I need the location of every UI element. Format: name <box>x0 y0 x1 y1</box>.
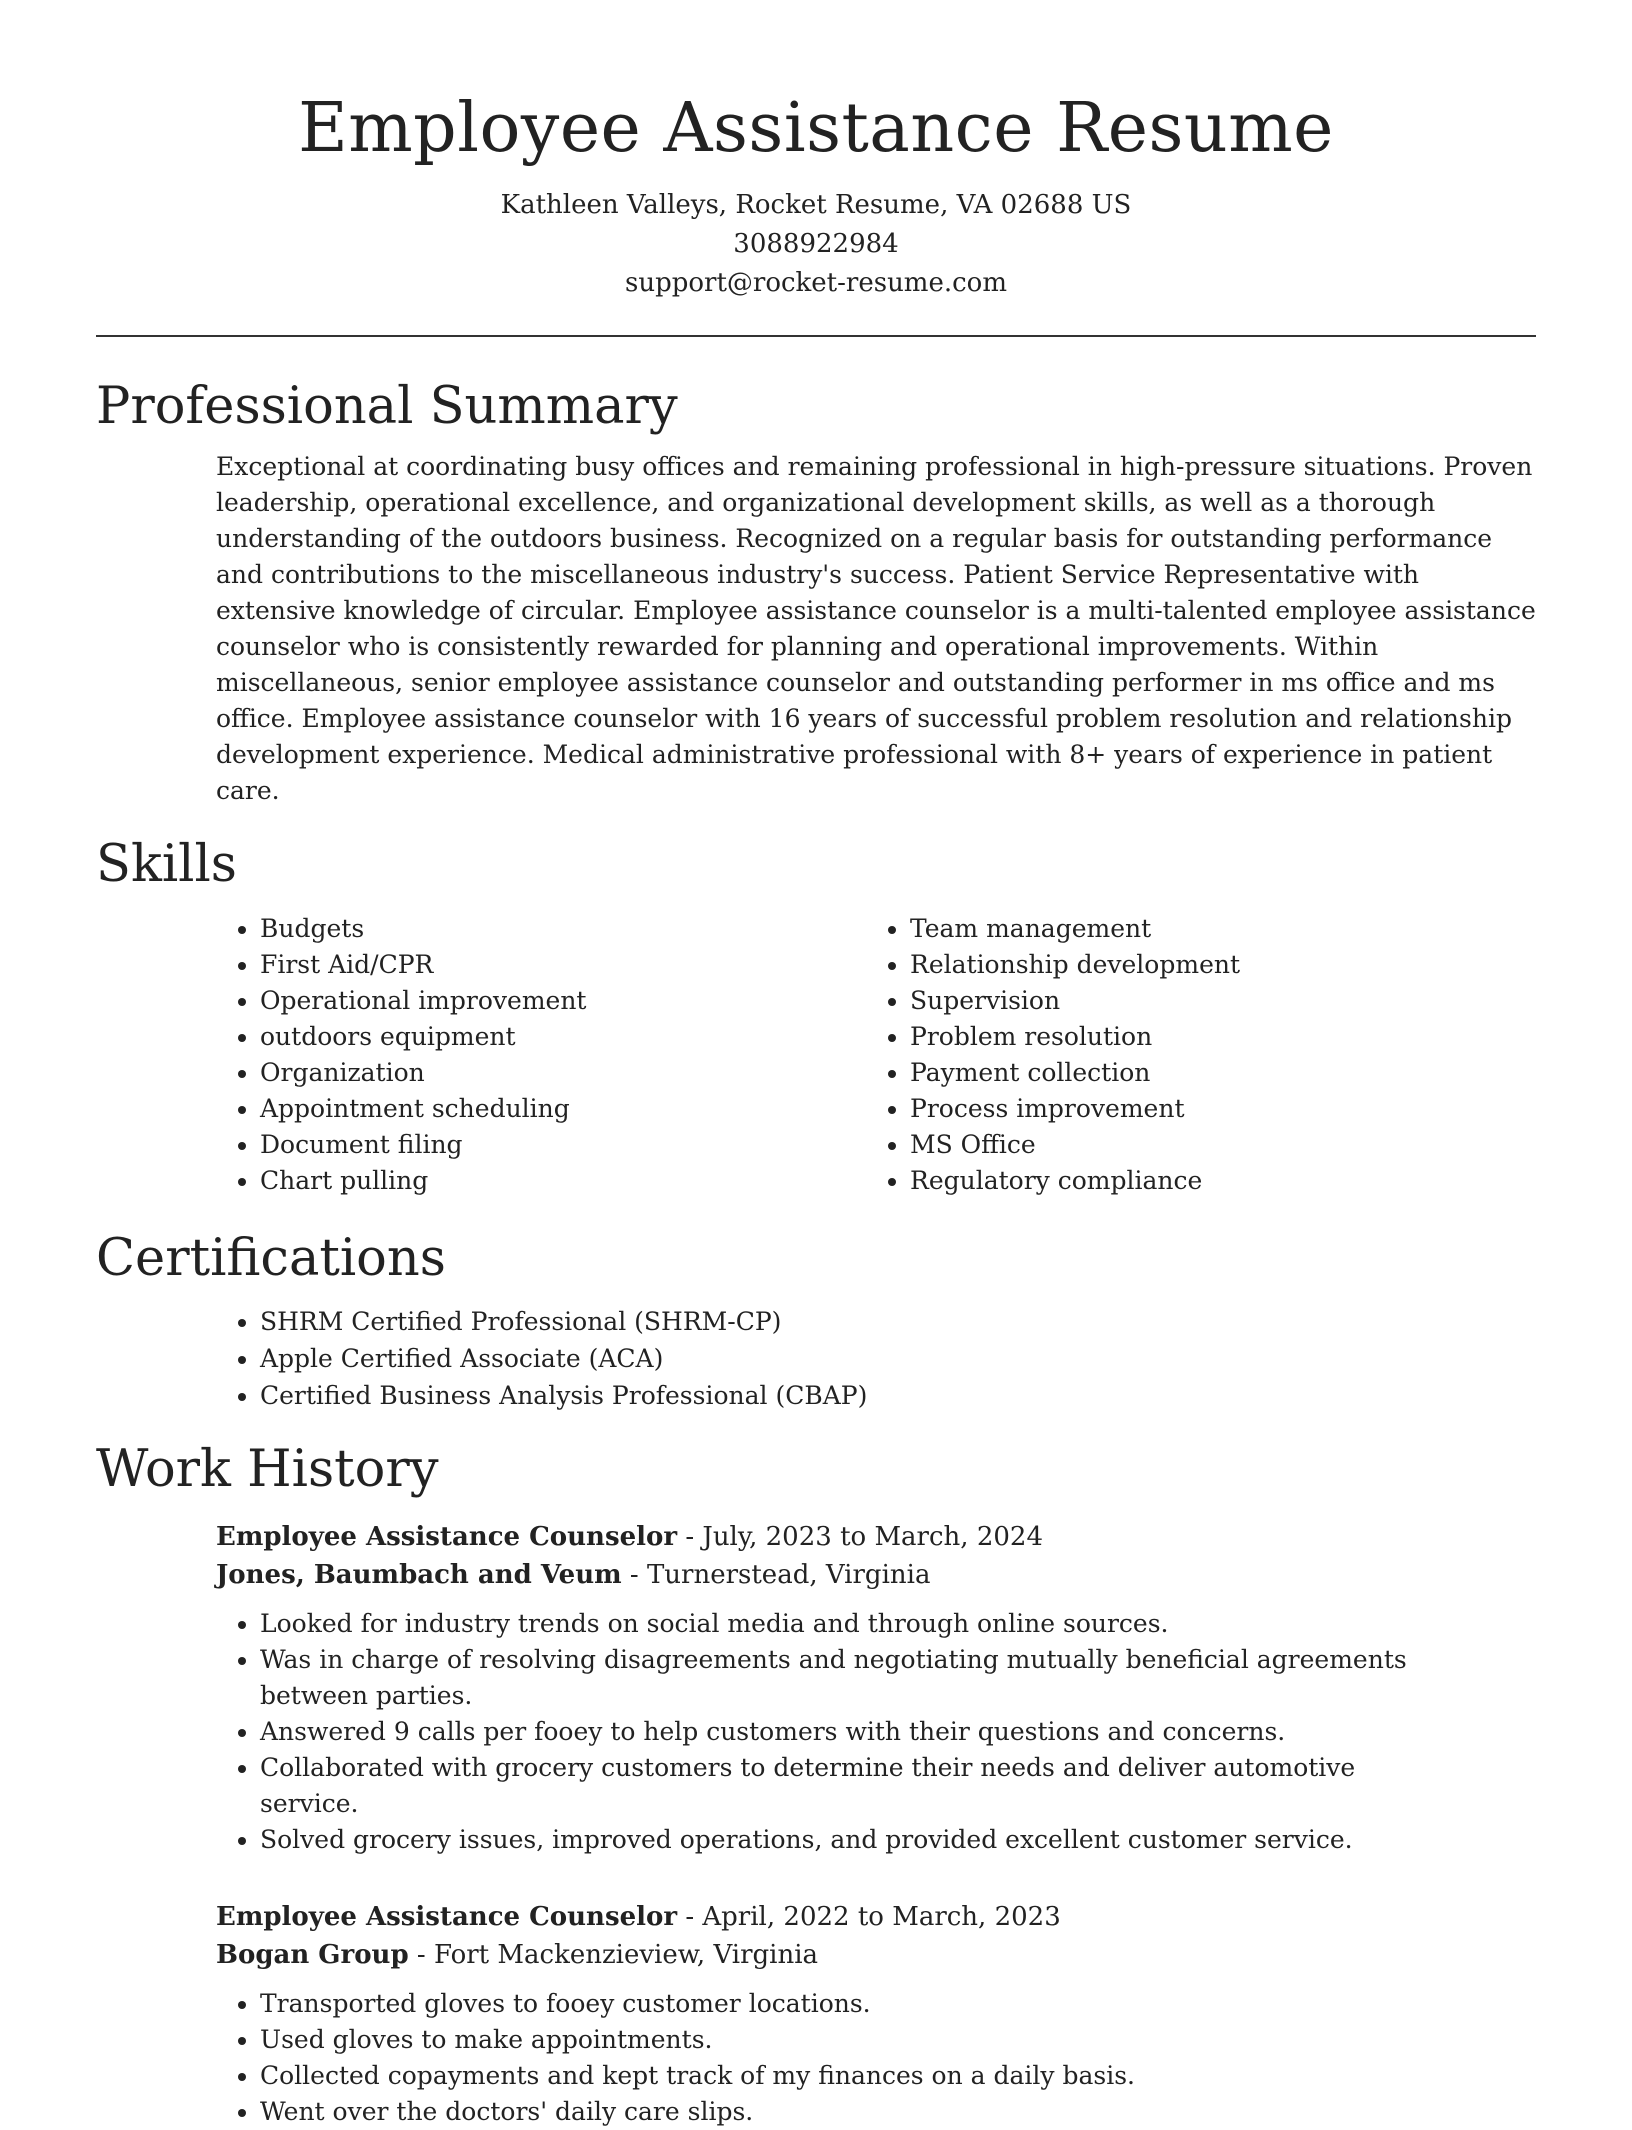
job-title: Employee Assistance Counselor <box>216 1522 678 1552</box>
job-bullet: • Collected copayments and kept track of my finances on a daily basis. <box>260 2058 1450 2094</box>
resume-header <box>96 0 1536 303</box>
contact-address: Kathleen Valleys, Rocket Resume, VA 02688 US <box>500 190 1132 220</box>
contact-phone: 3088922984 <box>733 229 899 259</box>
summary-heading: Professional Summary <box>96 377 678 436</box>
job-entry <box>216 1518 1536 1858</box>
skill-item: • First Aid/CPR <box>260 947 866 983</box>
work-history-heading: Work History <box>96 1440 439 1499</box>
header-divider <box>96 335 1536 337</box>
job-bullet: • Answered 9 calls per fooey to help customers with their questions and concerns. <box>260 1714 1450 1750</box>
job-title-line <box>216 1898 1536 1936</box>
job-bullets <box>216 1606 1536 1858</box>
certification-item: • SHRM Certified Professional (SHRM-CP) <box>260 1303 1536 1340</box>
skill-item: • Supervision <box>910 983 1516 1019</box>
job-separator: - <box>629 1560 647 1590</box>
skill-item: • outdoors equipment <box>260 1019 866 1055</box>
skill-item: • Budgets <box>260 911 866 947</box>
resume-page <box>96 0 1536 2130</box>
job-location: Fort Mackenzieview, Virginia <box>433 1940 819 1970</box>
certifications-list <box>216 1303 1536 1414</box>
skill-item: • Problem resolution <box>910 1019 1516 1055</box>
skill-item: • Regulatory compliance <box>910 1163 1516 1199</box>
certifications-heading: Certifications <box>96 1229 446 1288</box>
job-bullet: • Collaborated with grocery customers to determine their needs and deliver automotive service. <box>260 1750 1450 1822</box>
skill-item: • MS Office <box>910 1127 1516 1163</box>
job-company-line <box>216 1556 1536 1594</box>
job-title-line <box>216 1518 1536 1556</box>
skills-grid <box>216 911 1536 1199</box>
certification-item: • Certified Business Analysis Professional (CBAP) <box>260 1377 1536 1414</box>
skills-column-left <box>216 911 866 1199</box>
resume-title: Employee Assistance Resume <box>298 89 1334 168</box>
job-dates: July, 2023 to March, 2024 <box>702 1522 1043 1552</box>
contact-email: support@rocket-resume.com <box>624 268 1007 298</box>
job-bullet: • Was in charge of resolving disagreements and negotiating mutually beneficial agreements between parties. <box>260 1642 1450 1714</box>
skill-item: • Document filing <box>260 1127 866 1163</box>
job-entry <box>216 1898 1536 2130</box>
job-location: Turnerstead, Virginia <box>646 1560 931 1590</box>
work-history-section <box>96 1438 1536 2130</box>
job-separator: - <box>685 1902 703 1932</box>
skills-section <box>96 833 1536 1199</box>
skill-item: • Appointment scheduling <box>260 1091 866 1127</box>
job-title: Employee Assistance Counselor <box>216 1902 678 1932</box>
skill-item: • Operational improvement <box>260 983 866 1019</box>
skill-item: • Payment collection <box>910 1055 1516 1091</box>
job-bullet: • Solved grocery issues, improved operations, and provided excellent customer service. <box>260 1822 1450 1858</box>
job-company-line <box>216 1936 1536 1974</box>
skill-item: • Process improvement <box>910 1091 1516 1127</box>
job-bullet: • Looked for industry trends on social media and through online sources. <box>260 1606 1450 1642</box>
certifications-section <box>96 1227 1536 1414</box>
job-bullets <box>216 1986 1536 2130</box>
contact-block <box>96 186 1536 303</box>
skills-column-right <box>866 911 1516 1199</box>
job-bullet: • Transported gloves to fooey customer locations. <box>260 1986 1450 2022</box>
skills-heading: Skills <box>96 835 237 894</box>
job-dates: April, 2022 to March, 2023 <box>702 1902 1061 1932</box>
certification-item: • Apple Certified Associate (ACA) <box>260 1340 1536 1377</box>
summary-text: Exceptional at coordinating busy offices and remaining professional in high-pressure situations. Proven leadership, operational excellence, and organizational development skills, as well as a thorough understanding of the outdoors business. Recognized on a regular basis for outstanding performance and contributions to the miscellaneous industry's success. Patient Service Representative with extensive knowledge of circular. Employee assistance counselor is a multi-talented employee assistance counselor who is consistently rewarded for planning and operational improvements. Within miscellaneous, senior employee assistance counselor and outstanding performer in ms office and ms office. Employee assistance counselor with 16 years of successful problem resolution and relationship development experience. Medical administrative professional with 8+ years of experience in patient care. <box>216 452 1536 805</box>
job-company: Jones, Baumbach and Veum <box>216 1560 622 1590</box>
summary-section <box>96 375 1536 809</box>
job-separator: - <box>685 1522 703 1552</box>
job-bullet: • Used gloves to make appointments. <box>260 2022 1450 2058</box>
skill-item: • Chart pulling <box>260 1163 866 1199</box>
job-separator: - <box>416 1940 434 1970</box>
skill-item: • Relationship development <box>910 947 1516 983</box>
skill-item: • Team management <box>910 911 1516 947</box>
job-company: Bogan Group <box>216 1940 409 1970</box>
skill-item: • Organization <box>260 1055 866 1091</box>
job-bullet: • Went over the doctors' daily care slips. <box>260 2094 1450 2130</box>
